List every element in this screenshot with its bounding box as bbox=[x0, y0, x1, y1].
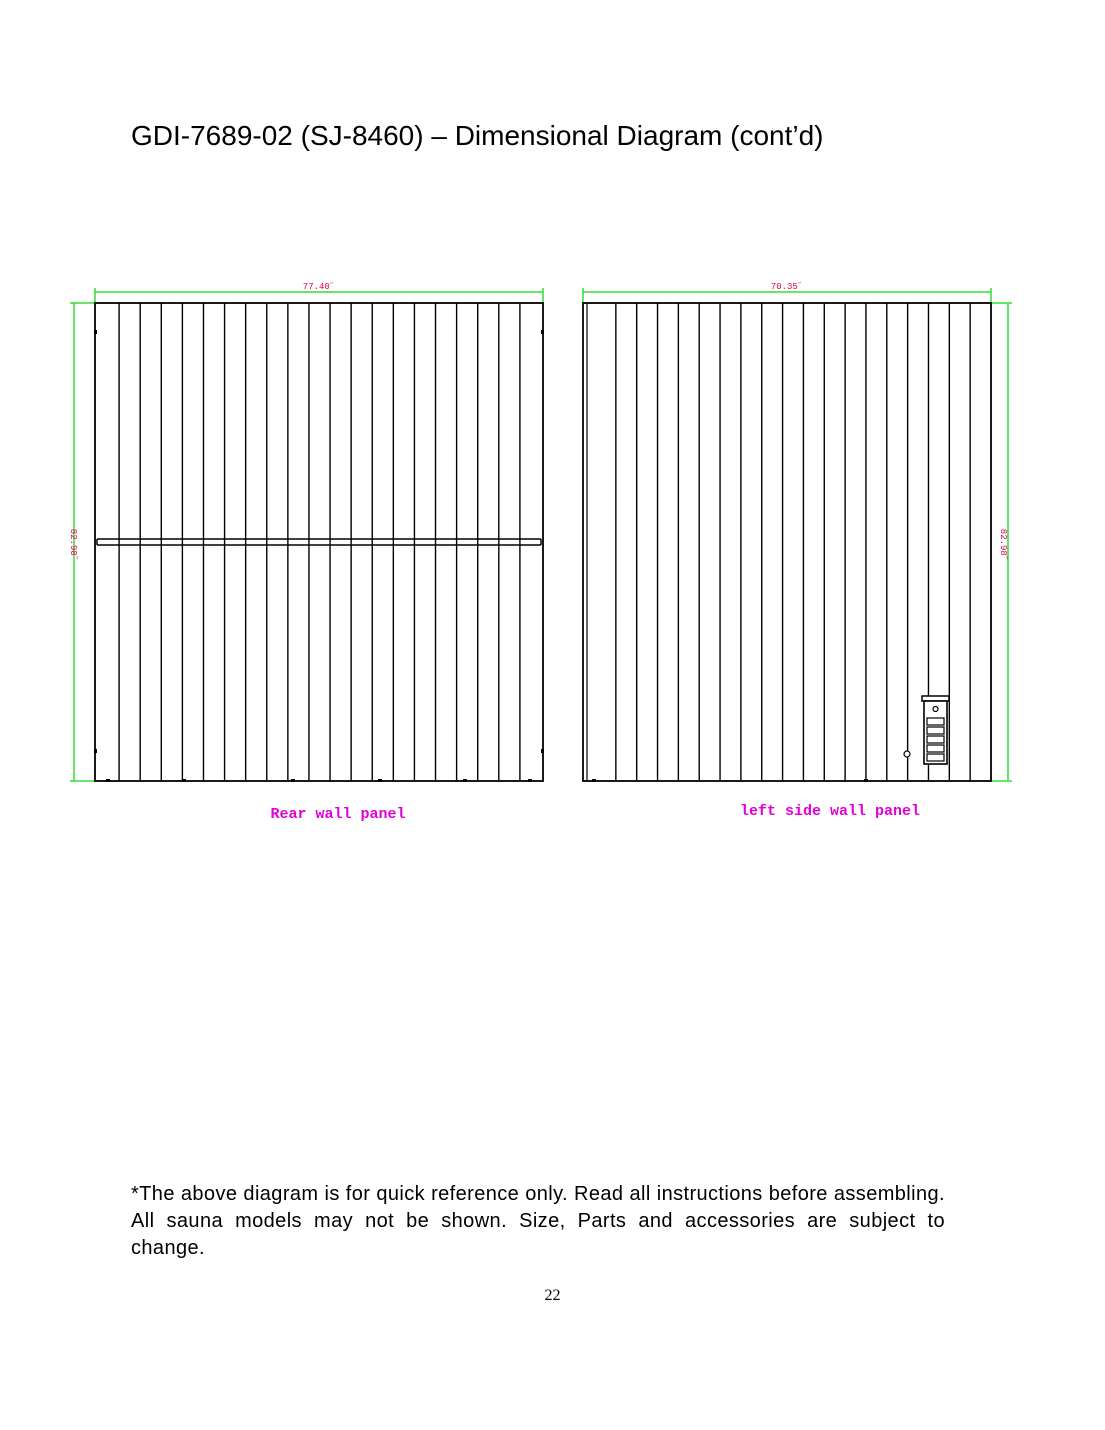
rear-slats bbox=[119, 303, 520, 781]
left-side-wall-panel bbox=[583, 282, 1012, 820]
left-panel-label: left side wall panel bbox=[739, 803, 921, 820]
rear-cross-rail bbox=[97, 539, 541, 545]
page-number: 22 bbox=[544, 1287, 561, 1304]
rear-wall-panel bbox=[68, 282, 544, 823]
control-panel-unit bbox=[922, 696, 949, 764]
rear-panel-outline bbox=[95, 303, 543, 781]
left-height-label: 82.98˝ bbox=[998, 528, 1008, 562]
door-knob-icon bbox=[904, 751, 910, 757]
disclaimer-note: *The above diagram is for quick reference only. Read all instructions before assembling. All sauna models may not be shown. Size, Parts and accessories are subject to change. bbox=[131, 1183, 945, 1259]
left-width-label: 70.35˝ bbox=[770, 282, 804, 292]
rear-width-label: 77.40˝ bbox=[302, 282, 336, 292]
left-slats bbox=[616, 303, 970, 781]
page-title: GDI-7689-02 (SJ-8460) – Dimensional Diagram (cont’d) bbox=[131, 120, 824, 151]
rear-height-label: 82.98˝ bbox=[68, 528, 78, 562]
rear-panel-label: Rear wall panel bbox=[270, 806, 406, 823]
